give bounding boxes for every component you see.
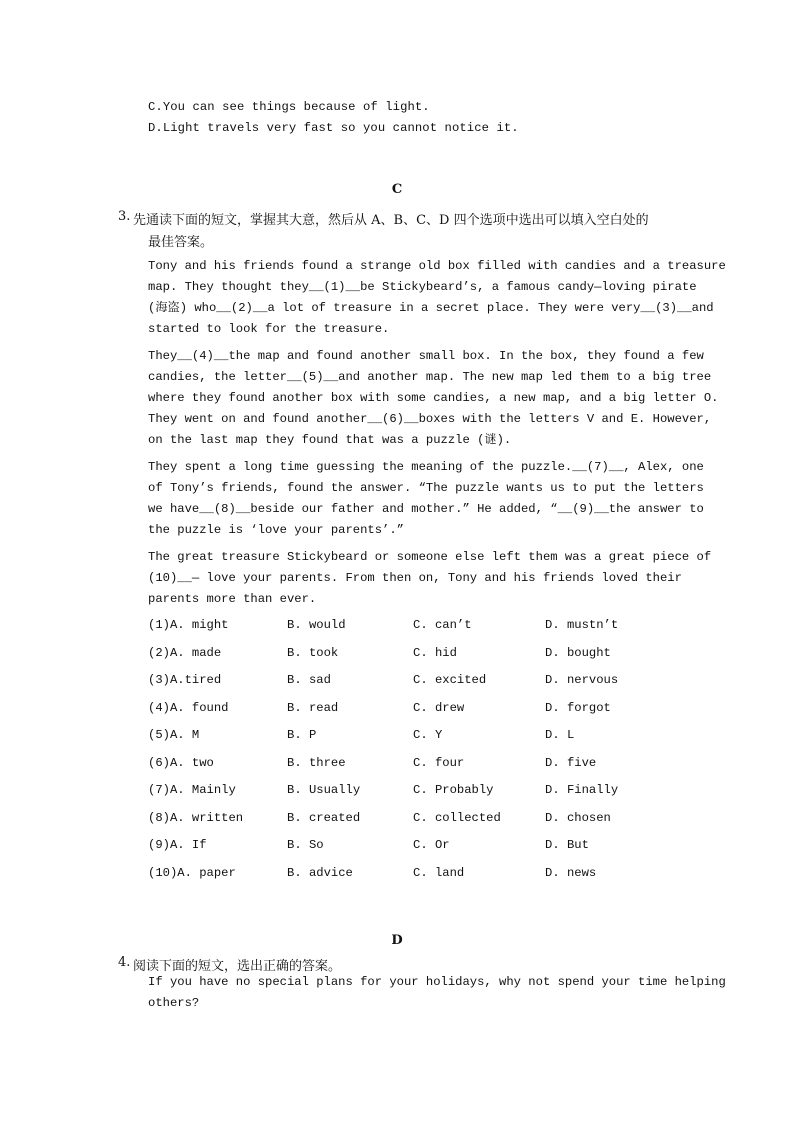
option-choice: (7)A. Mainly: [148, 783, 236, 797]
option-choice: D. L: [545, 728, 575, 742]
passage-line: They__(4)__the map and found another small box. In the box, they found a few: [148, 349, 704, 363]
option-choice: C. hid: [413, 645, 457, 660]
passage-line: (海盗) who__(2)__a lot of treasure in a secret place. They were very__(3)__and: [148, 301, 714, 315]
option-choice: B. Usually: [287, 783, 361, 797]
option-choice: C. excited: [413, 673, 487, 687]
section-c-heading: C: [391, 182, 403, 197]
option-choice: C. four: [413, 755, 465, 770]
passage-line: Tony and his friends found a strange old box filled with candies and a treasure: [148, 259, 726, 273]
option-choice: B. created: [287, 810, 361, 825]
option-choice: B. took: [287, 645, 339, 660]
question-3-instruction: 先通读下面的短文，掌握其大意，然后从 A、B、C、D 四个选项中选出可以填入空白处的: [133, 213, 649, 228]
passage-line: of Tony’s friends, found the answer. “The puzzle wants us to put the letters: [148, 481, 704, 495]
passage-line: If you have no special plans for your holidays, why not spend your time helping: [148, 975, 726, 989]
option-choice: C. collected: [413, 810, 501, 825]
option-choice: B. three: [287, 755, 346, 770]
passage-line: started to look for the treasure.: [148, 322, 390, 336]
option-choice: D. Finally: [545, 783, 619, 797]
option-choice: B. sad: [287, 673, 331, 687]
question-3-number: 3.: [118, 209, 131, 224]
passage-line: others?: [148, 996, 200, 1010]
option-choice: (9)A. If: [148, 838, 207, 852]
option-choice: B. advice: [287, 865, 353, 880]
option-choice: C. drew: [413, 700, 465, 715]
passage-line: where they found another box with some candies, a new map, and a big letter O.: [148, 391, 719, 405]
option-choice: D. chosen: [545, 810, 611, 825]
passage-paragraph-4: [148, 547, 712, 610]
passage-line: (10)__— love your parents. From then on, Tony and his friends loved their: [148, 571, 682, 585]
option-choice: B. So: [287, 838, 324, 852]
passage-line: The great treasure Stickybeard or someone else left them was a great piece of: [148, 550, 712, 564]
option-choice: D. news: [545, 865, 597, 880]
passage-line: They went on and found another__(6)__boxes with the letters V and E. However,: [148, 412, 712, 426]
option-choice: (3)A.tired: [148, 673, 222, 687]
option-choice: (8)A. written: [148, 810, 244, 825]
passage-paragraph-1: [148, 256, 726, 340]
option-choice: (10)A. paper: [148, 865, 236, 880]
option-choice: C. Probably: [413, 783, 494, 797]
passage-line: candies, the letter__(5)__and another map. The new map led them to a big tree: [148, 370, 712, 384]
passage-line: on the last map they found that was a puzzle (谜).: [148, 433, 512, 447]
passage-paragraph-3: [148, 457, 704, 541]
passage-line: They spent a long time guessing the meaning of the puzzle.__(7)__, Alex, one: [148, 460, 704, 474]
option-choice: D. nervous: [545, 673, 619, 687]
option-c-text: C.You can see things because of light.: [148, 100, 430, 114]
passage-line: map. They thought they__(1)__be Stickybeard’s, a famous candy—loving pirate: [148, 280, 697, 294]
option-choice: B. read: [287, 700, 339, 715]
question-4-number: 4.: [118, 955, 131, 970]
option-choice: D. mustn’t: [545, 618, 619, 632]
passage-line: we have__(8)__beside our father and mother.” He added, “__(9)__the answer to: [148, 502, 704, 516]
option-choice: (5)A. M: [148, 728, 200, 742]
option-choice: D. bought: [545, 645, 611, 660]
option-choice: B. would: [287, 618, 346, 632]
option-choice: C. Or: [413, 838, 450, 852]
option-choice: (2)A. made: [148, 645, 222, 660]
option-choice: C. can’t: [413, 618, 472, 632]
option-choice: (6)A. two: [148, 755, 214, 770]
option-choice: D. five: [545, 755, 597, 770]
passage-line: parents more than ever.: [148, 592, 317, 606]
question-3-instruction-cont: 最佳答案。: [148, 235, 214, 250]
option-choice: D. forgot: [545, 700, 611, 715]
option-d-text: D.Light travels very fast so you cannot notice it.: [148, 121, 519, 135]
section-d-heading: D: [391, 933, 403, 948]
passage-paragraph-2: [148, 346, 719, 451]
option-choice: (4)A. found: [148, 700, 229, 715]
passage-line: the puzzle is ‘love your parents’.”: [148, 523, 404, 537]
passage-d-paragraph: [148, 972, 726, 1014]
option-choice: D. But: [545, 838, 589, 852]
option-choice: C. land: [413, 865, 465, 880]
question-4-instruction: 阅读下面的短文，选出正确的答案。: [133, 959, 342, 974]
option-choice: C. Y: [413, 728, 443, 742]
option-choice: (1)A. might: [148, 618, 229, 632]
option-choice: B. P: [287, 728, 317, 742]
